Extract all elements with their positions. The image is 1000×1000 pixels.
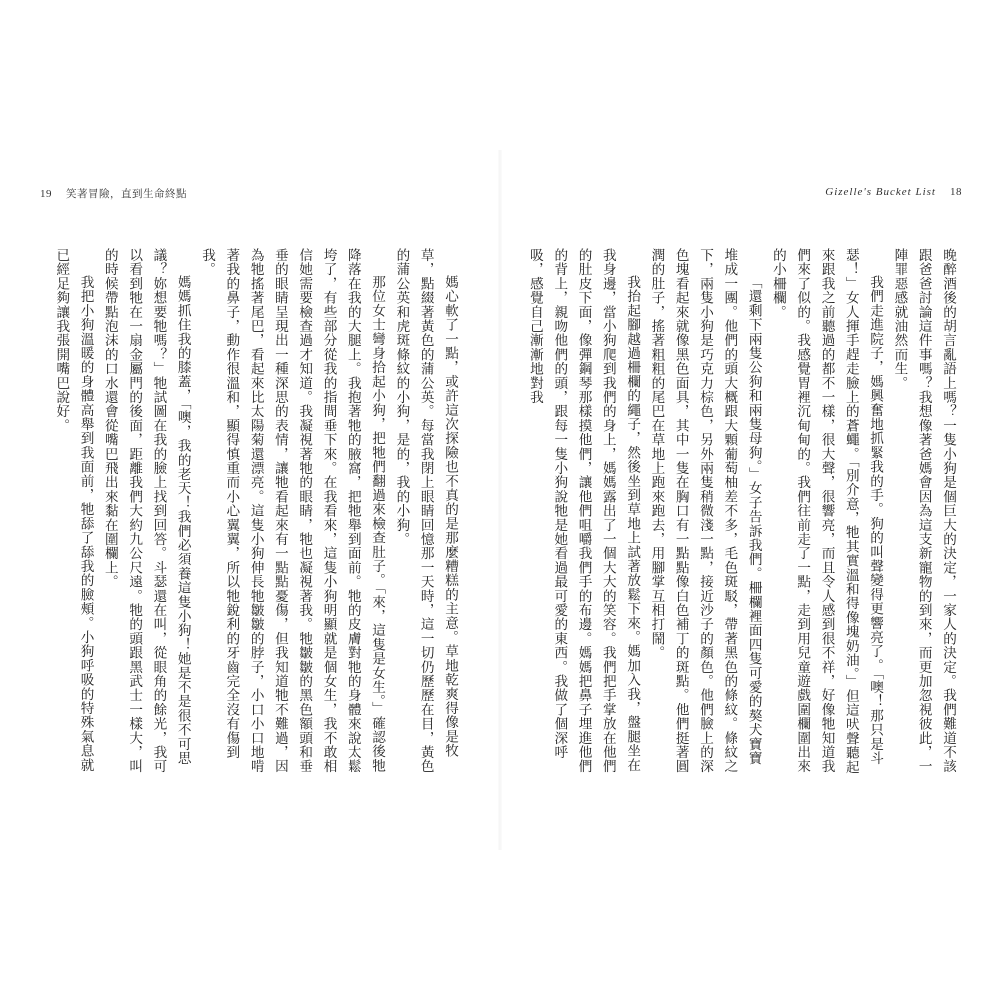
- paragraph: 媽媽抓住我的膝蓋，「噢，我的老天！我們必須養這隻小狗！她是不是很不可思議？妳想要牠嗎？」牠試圖在我的臉上找到回答。斗瑟還在叫，從眼角的餘光，我可以看到牠在一扇金屬門的後面，距離我們大約九公尺遠。牠的頭跟黑武士一樣大，叫的時候帶點泡沫的口水還會從嘴巴飛出來黏在圍欄上。: [101, 248, 191, 774]
- running-title: Gizelle's Bucket List: [825, 186, 936, 198]
- page-number: 19: [40, 187, 52, 200]
- paragraph: 那位女士彎身拾起小狗，把牠們翻過來檢查肚子。「來，這隻是女生。」確認後牠降落在我的大腿上。我抱著牠的腋窩，把牠舉到面前。牠的皮膚對牠的身體來說太鬆垮了，有些部分從我的指間垂下來。在我看來，這隻小狗明顯就是個女生，我不敢相信她需要檢查過才知道。我凝視著牠的眼睛，牠也凝視著我。牠皺皺的黑色額頭和垂垂的眼睛呈現出一種深思的表情，讓牠看起來有一點點憂傷，但我知道牠不難過，因為牠搖著尾巴，看起來比太陽菊還漂亮。這隻小狗伸長牠皺皺的脖子，小口小口地啃著我的鼻子，動作很溫和，顯得慎重而小心翼翼，所以牠銳利的牙齒完全沒有傷到我。: [199, 248, 386, 774]
- right-page-body: [526, 248, 960, 778]
- right-page-header: [825, 186, 962, 198]
- right-page: [500, 0, 1000, 1000]
- page-number: 18: [950, 186, 962, 198]
- paragraph: 晚醉酒後的胡言亂語上嗎？一隻小狗是個巨大的決定，一家人的決定。我們難道不該跟爸爸討論這件事嗎？我想像著爸媽會因為這支新寵物的到來，而更加忽視彼此，一陣罪惡感就油然而生。: [891, 248, 956, 774]
- paragraph: 媽心軟了一點，或許這次探險也不真的是那麼糟糕的主意。草地乾爽得像是牧草，點綴著黃色的蒲公英。每當我閉上眼睛回憶那一天時，這一切仍歷歷在目，黃色的蒲公英和虎斑條紋的小狗，是的，我的小狗。: [393, 248, 458, 774]
- paragraph: 我把小狗溫暖的身體高舉到我面前，牠舔了舔我的臉頰。小狗呼吸的特殊氣息就已經足夠讓我張開嘴巴說好。: [53, 248, 94, 773]
- paragraph: 「還剩下兩隻公狗和兩隻母狗。」女子告訴我們。柵欄裡面四隻可愛的獒犬寶寶堆成一團。他們的頭大概跟大顆葡萄柚差不多，毛色斑駁，帶著黑色的條紋。條紋之下，兩隻小狗是巧克力棕色，另外兩隻稍微淺一點，接近沙子的顏色。他們臉上的深色塊看起來就像黑色面具，其中一隻在胸口有一點點像白色補丁的斑點。他們挺著圓潤的肚子，搖著粗粗的尾巴在草地上跑來跑去，用腳掌互相打鬧。: [648, 248, 762, 774]
- paragraph: 我抬起腳越過柵欄的繩子，然後坐到草地上試著放鬆下來。媽加入我，盤腿坐在我身邊，當小狗爬到我們的身上，媽媽露出了一個大大的笑容。我們把手掌放在他們的肚皮下面，像彈鋼琴那樣摸他們，讓他們咀嚼我們手的布邊。媽媽把鼻子埋進他們的背上，親吻他們的頭，跟每一隻小狗說牠是她看過最可愛的東西。我做了個深呼吸，感覺自己漸漸地對我: [526, 248, 641, 774]
- left-page-header: [40, 186, 187, 201]
- left-page-body: [53, 248, 462, 778]
- running-title: 笑著冒險，直到生命終點: [66, 188, 187, 200]
- paragraph: 我們走進院子，媽興奮地抓緊我的手。狗的叫聲變得更響亮了。「噢！那只是斗瑟！」女人揮手趕走臉上的蒼蠅。「別介意，牠其實溫和得像塊奶油。」但這吠聲聽起來跟我之前聽過的都不一樣，很大聲，很響亮，而且令人感到很不祥，好像牠知道我們來了似的。我感覺胃裡沉甸甸的。我們往前走了一點，走到用兒童遊戲圍欄圍出來的小柵欄。: [769, 248, 884, 774]
